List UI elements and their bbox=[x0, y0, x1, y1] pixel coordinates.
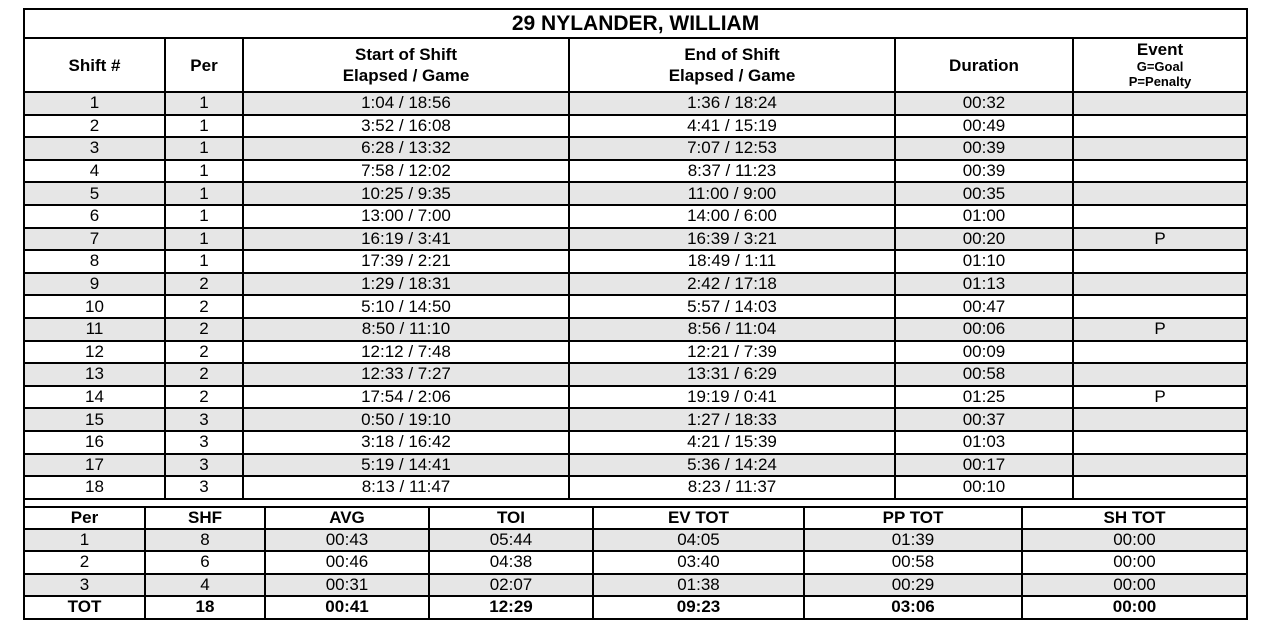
summary-per-cell: 3 bbox=[24, 574, 145, 597]
period-cell: 2 bbox=[165, 318, 243, 341]
summary-header-shf: SHF bbox=[145, 507, 265, 529]
table-row bbox=[24, 476, 1247, 499]
period-cell: 2 bbox=[165, 273, 243, 296]
header-end-of-shift bbox=[569, 38, 895, 92]
header-event-goal: G=Goal bbox=[1136, 59, 1184, 74]
table-row bbox=[24, 295, 1247, 318]
duration-cell: 01:25 bbox=[895, 386, 1073, 409]
total-per-cell: TOT bbox=[24, 596, 145, 619]
start-time-cell: 3:52 / 16:08 bbox=[243, 115, 569, 138]
event-cell: P bbox=[1073, 386, 1247, 409]
start-time-cell: 16:19 / 3:41 bbox=[243, 228, 569, 251]
period-cell: 1 bbox=[165, 250, 243, 273]
end-time-cell: 1:36 / 18:24 bbox=[569, 92, 895, 115]
shift-number-cell: 9 bbox=[24, 273, 165, 296]
player-title: 29 NYLANDER, WILLIAM bbox=[24, 9, 1247, 38]
summary-per-cell: 2 bbox=[24, 551, 145, 574]
summary-header-avg: AVG bbox=[265, 507, 429, 529]
period-cell: 2 bbox=[165, 363, 243, 386]
period-cell: 2 bbox=[165, 295, 243, 318]
end-time-cell: 4:21 / 15:39 bbox=[569, 431, 895, 454]
event-cell bbox=[1073, 476, 1247, 499]
summary-pp-tot-cell: 00:29 bbox=[804, 574, 1022, 597]
duration-cell: 01:03 bbox=[895, 431, 1073, 454]
summary-header-pp-tot: PP TOT bbox=[804, 507, 1022, 529]
summary-rows bbox=[24, 529, 1247, 619]
total-avg-cell: 00:41 bbox=[265, 596, 429, 619]
summary-header-per: Per bbox=[24, 507, 145, 529]
header-start-line2: Elapsed / Game bbox=[342, 66, 470, 85]
shift-number-cell: 1 bbox=[24, 92, 165, 115]
event-cell bbox=[1073, 205, 1247, 228]
start-time-cell: 1:04 / 18:56 bbox=[243, 92, 569, 115]
start-time-cell: 12:33 / 7:27 bbox=[243, 363, 569, 386]
shift-number-cell: 2 bbox=[24, 115, 165, 138]
header-end-line1: End of Shift bbox=[684, 45, 780, 64]
shift-number-cell: 13 bbox=[24, 363, 165, 386]
start-time-cell: 10:25 / 9:35 bbox=[243, 182, 569, 205]
period-cell: 3 bbox=[165, 476, 243, 499]
duration-cell: 00:49 bbox=[895, 115, 1073, 138]
shift-number-cell: 11 bbox=[24, 318, 165, 341]
table-row bbox=[24, 160, 1247, 183]
title-row bbox=[24, 9, 1247, 38]
summary-per-cell: 1 bbox=[24, 529, 145, 552]
shift-number-cell: 6 bbox=[24, 205, 165, 228]
summary-sh-tot-cell: 00:00 bbox=[1022, 574, 1247, 597]
header-start-of-shift bbox=[243, 38, 569, 92]
summary-header-row bbox=[24, 507, 1247, 529]
header-start-line1: Start of Shift bbox=[355, 45, 457, 64]
period-cell: 3 bbox=[165, 431, 243, 454]
duration-cell: 00:06 bbox=[895, 318, 1073, 341]
table-row bbox=[24, 408, 1247, 431]
start-time-cell: 7:58 / 12:02 bbox=[243, 160, 569, 183]
end-time-cell: 11:00 / 9:00 bbox=[569, 182, 895, 205]
event-cell bbox=[1073, 182, 1247, 205]
end-time-cell: 8:37 / 11:23 bbox=[569, 160, 895, 183]
event-cell bbox=[1073, 431, 1247, 454]
event-cell bbox=[1073, 454, 1247, 477]
end-time-cell: 8:23 / 11:37 bbox=[569, 476, 895, 499]
duration-cell: 00:39 bbox=[895, 160, 1073, 183]
summary-avg-cell: 00:46 bbox=[265, 551, 429, 574]
summary-total-row bbox=[24, 596, 1247, 619]
end-time-cell: 4:41 / 15:19 bbox=[569, 115, 895, 138]
shift-number-cell: 8 bbox=[24, 250, 165, 273]
table-row bbox=[24, 205, 1247, 228]
event-cell bbox=[1073, 341, 1247, 364]
summary-shf-cell: 8 bbox=[145, 529, 265, 552]
summary-avg-cell: 00:43 bbox=[265, 529, 429, 552]
start-time-cell: 3:18 / 16:42 bbox=[243, 431, 569, 454]
header-event bbox=[1073, 38, 1247, 92]
start-time-cell: 5:10 / 14:50 bbox=[243, 295, 569, 318]
shift-number-cell: 16 bbox=[24, 431, 165, 454]
summary-header-sh-tot: SH TOT bbox=[1022, 507, 1247, 529]
summary-shf-cell: 6 bbox=[145, 551, 265, 574]
summary-header-toi: TOI bbox=[429, 507, 593, 529]
duration-cell: 00:32 bbox=[895, 92, 1073, 115]
shift-number-cell: 7 bbox=[24, 228, 165, 251]
event-cell bbox=[1073, 115, 1247, 138]
start-time-cell: 8:50 / 11:10 bbox=[243, 318, 569, 341]
event-cell bbox=[1073, 160, 1247, 183]
shift-number-cell: 15 bbox=[24, 408, 165, 431]
summary-ev-tot-cell: 04:05 bbox=[593, 529, 804, 552]
shift-number-cell: 12 bbox=[24, 341, 165, 364]
total-ev-tot-cell: 09:23 bbox=[593, 596, 804, 619]
summary-header-ev-tot: EV TOT bbox=[593, 507, 804, 529]
table-row bbox=[24, 454, 1247, 477]
period-cell: 2 bbox=[165, 341, 243, 364]
event-cell bbox=[1073, 295, 1247, 318]
start-time-cell: 8:13 / 11:47 bbox=[243, 476, 569, 499]
summary-row bbox=[24, 529, 1247, 552]
event-cell bbox=[1073, 363, 1247, 386]
end-time-cell: 5:36 / 14:24 bbox=[569, 454, 895, 477]
start-time-cell: 13:00 / 7:00 bbox=[243, 205, 569, 228]
header-end-line2: Elapsed / Game bbox=[668, 66, 796, 85]
start-time-cell: 17:54 / 2:06 bbox=[243, 386, 569, 409]
header-event-label: Event bbox=[1136, 40, 1184, 59]
period-cell: 1 bbox=[165, 182, 243, 205]
end-time-cell: 19:19 / 0:41 bbox=[569, 386, 895, 409]
period-cell: 1 bbox=[165, 137, 243, 160]
shift-number-cell: 3 bbox=[24, 137, 165, 160]
total-toi-cell: 12:29 bbox=[429, 596, 593, 619]
shift-number-cell: 18 bbox=[24, 476, 165, 499]
period-cell: 2 bbox=[165, 386, 243, 409]
table-row bbox=[24, 318, 1247, 341]
summary-row bbox=[24, 574, 1247, 597]
start-time-cell: 5:19 / 14:41 bbox=[243, 454, 569, 477]
duration-cell: 00:09 bbox=[895, 341, 1073, 364]
summary-pp-tot-cell: 01:39 bbox=[804, 529, 1022, 552]
end-time-cell: 14:00 / 6:00 bbox=[569, 205, 895, 228]
start-time-cell: 12:12 / 7:48 bbox=[243, 341, 569, 364]
summary-toi-cell: 02:07 bbox=[429, 574, 593, 597]
total-shf-cell: 18 bbox=[145, 596, 265, 619]
summary-sh-tot-cell: 00:00 bbox=[1022, 551, 1247, 574]
event-cell bbox=[1073, 408, 1247, 431]
shift-number-cell: 17 bbox=[24, 454, 165, 477]
shift-table bbox=[23, 8, 1248, 508]
table-row bbox=[24, 341, 1247, 364]
table-row bbox=[24, 228, 1247, 251]
header-period: Per bbox=[165, 38, 243, 92]
table-row bbox=[24, 250, 1247, 273]
summary-shf-cell: 4 bbox=[145, 574, 265, 597]
total-pp-tot-cell: 03:06 bbox=[804, 596, 1022, 619]
event-cell bbox=[1073, 250, 1247, 273]
header-shift-num: Shift # bbox=[24, 38, 165, 92]
end-time-cell: 7:07 / 12:53 bbox=[569, 137, 895, 160]
period-cell: 1 bbox=[165, 205, 243, 228]
duration-cell: 01:00 bbox=[895, 205, 1073, 228]
period-cell: 1 bbox=[165, 228, 243, 251]
shift-number-cell: 5 bbox=[24, 182, 165, 205]
table-row bbox=[24, 431, 1247, 454]
shift-number-cell: 4 bbox=[24, 160, 165, 183]
period-cell: 1 bbox=[165, 115, 243, 138]
duration-cell: 00:39 bbox=[895, 137, 1073, 160]
end-time-cell: 18:49 / 1:11 bbox=[569, 250, 895, 273]
period-cell: 1 bbox=[165, 92, 243, 115]
table-row bbox=[24, 363, 1247, 386]
period-cell: 3 bbox=[165, 408, 243, 431]
shift-number-cell: 10 bbox=[24, 295, 165, 318]
period-cell: 1 bbox=[165, 160, 243, 183]
header-event-penalty: P=Penalty bbox=[1128, 74, 1192, 89]
total-sh-tot-cell: 00:00 bbox=[1022, 596, 1247, 619]
header-duration: Duration bbox=[895, 38, 1073, 92]
duration-cell: 01:10 bbox=[895, 250, 1073, 273]
duration-cell: 00:58 bbox=[895, 363, 1073, 386]
event-cell: P bbox=[1073, 228, 1247, 251]
event-cell: P bbox=[1073, 318, 1247, 341]
duration-cell: 00:10 bbox=[895, 476, 1073, 499]
end-time-cell: 8:56 / 11:04 bbox=[569, 318, 895, 341]
period-cell: 3 bbox=[165, 454, 243, 477]
table-row bbox=[24, 115, 1247, 138]
start-time-cell: 6:28 / 13:32 bbox=[243, 137, 569, 160]
end-time-cell: 12:21 / 7:39 bbox=[569, 341, 895, 364]
table-row bbox=[24, 137, 1247, 160]
table-row bbox=[24, 182, 1247, 205]
end-time-cell: 5:57 / 14:03 bbox=[569, 295, 895, 318]
start-time-cell: 0:50 / 19:10 bbox=[243, 408, 569, 431]
summary-row bbox=[24, 551, 1247, 574]
header-row bbox=[24, 38, 1247, 92]
event-cell bbox=[1073, 137, 1247, 160]
start-time-cell: 17:39 / 2:21 bbox=[243, 250, 569, 273]
duration-cell: 00:20 bbox=[895, 228, 1073, 251]
event-cell bbox=[1073, 92, 1247, 115]
shift-report bbox=[23, 8, 1246, 620]
summary-ev-tot-cell: 03:40 bbox=[593, 551, 804, 574]
start-time-cell: 1:29 / 18:31 bbox=[243, 273, 569, 296]
shift-rows bbox=[24, 92, 1247, 499]
end-time-cell: 1:27 / 18:33 bbox=[569, 408, 895, 431]
summary-avg-cell: 00:31 bbox=[265, 574, 429, 597]
shift-number-cell: 14 bbox=[24, 386, 165, 409]
table-row bbox=[24, 92, 1247, 115]
summary-table bbox=[23, 506, 1248, 620]
summary-toi-cell: 04:38 bbox=[429, 551, 593, 574]
summary-toi-cell: 05:44 bbox=[429, 529, 593, 552]
duration-cell: 00:47 bbox=[895, 295, 1073, 318]
end-time-cell: 16:39 / 3:21 bbox=[569, 228, 895, 251]
table-row bbox=[24, 386, 1247, 409]
duration-cell: 00:35 bbox=[895, 182, 1073, 205]
event-cell bbox=[1073, 273, 1247, 296]
duration-cell: 00:17 bbox=[895, 454, 1073, 477]
summary-ev-tot-cell: 01:38 bbox=[593, 574, 804, 597]
end-time-cell: 13:31 / 6:29 bbox=[569, 363, 895, 386]
duration-cell: 01:13 bbox=[895, 273, 1073, 296]
summary-pp-tot-cell: 00:58 bbox=[804, 551, 1022, 574]
duration-cell: 00:37 bbox=[895, 408, 1073, 431]
summary-sh-tot-cell: 00:00 bbox=[1022, 529, 1247, 552]
end-time-cell: 2:42 / 17:18 bbox=[569, 273, 895, 296]
table-row bbox=[24, 273, 1247, 296]
